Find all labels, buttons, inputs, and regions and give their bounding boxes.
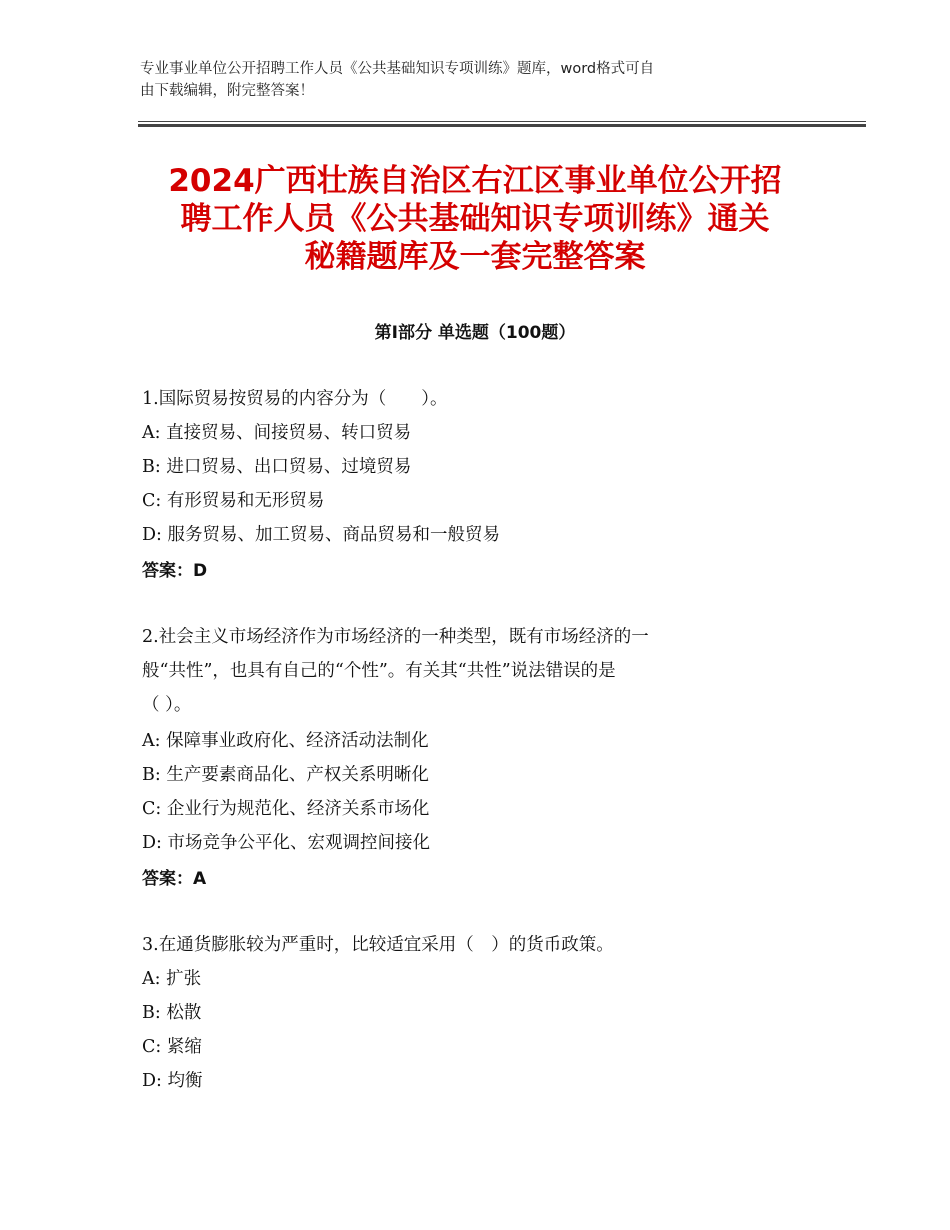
- question-1-option-a: A: 直接贸易、间接贸易、转口贸易: [142, 423, 412, 443]
- header-note: [140, 58, 820, 102]
- question-2-option-d: D: 市场竞争公平化、宏观调控间接化: [142, 833, 430, 853]
- question-3-option-d: D: 均衡: [142, 1071, 203, 1091]
- question-3-option-a: A: 扩张: [142, 969, 202, 989]
- question-1-option-d: D: 服务贸易、加工贸易、商品贸易和一般贸易: [142, 525, 500, 545]
- question-2-stem-line-1: 2.社会主义市场经济作为市场经济的一种类型，既有市场经济的一: [142, 627, 649, 647]
- question-3-stem: 3.在通货膨胀较为严重时，比较适宜采用（ ）的货币政策。: [142, 935, 614, 955]
- title-line-2: 聘工作人员《公共基础知识专项训练》通关: [180, 201, 770, 237]
- question-2-answer: 答案：A: [142, 869, 207, 889]
- header-note-line-1: 专业事业单位公开招聘工作人员《公共基础知识专项训练》题库，word格式可自: [140, 61, 655, 77]
- header-rule-bottom: [138, 124, 866, 127]
- question-2-option-b: B: 生产要素商品化、产权关系明晰化: [142, 765, 429, 785]
- title-line-3: 秘籍题库及一套完整答案: [304, 239, 646, 275]
- question-1-stem: 1.国际贸易按贸易的内容分为（ ）。: [142, 389, 448, 409]
- header-rule-top: [138, 121, 866, 122]
- question-3-option-c: C: 紧缩: [142, 1037, 202, 1057]
- document-title: [130, 162, 820, 276]
- header-note-line-2: 由下载编辑，附完整答案！: [140, 83, 314, 99]
- question-3-option-b: B: 松散: [142, 1003, 202, 1023]
- question-2-option-a: A: 保障事业政府化、经济活动法制化: [142, 731, 429, 751]
- section-title: 第Ⅰ部分 单选题（100题）: [374, 323, 576, 343]
- question-1-option-b: B: 进口贸易、出口贸易、过境贸易: [142, 457, 412, 477]
- question-2-stem-line-2: 般“共性”，也具有自己的“个性”。有关其“共性”说法错误的是: [142, 661, 616, 681]
- question-2-stem-line-3: （ ）。: [142, 695, 192, 715]
- question-1-answer: 答案：D: [142, 561, 208, 581]
- title-line-1: 2024广西壮族自治区右江区事业单位公开招: [168, 163, 782, 199]
- question-1-option-c: C: 有形贸易和无形贸易: [142, 491, 325, 511]
- question-2-option-c: C: 企业行为规范化、经济关系市场化: [142, 799, 430, 819]
